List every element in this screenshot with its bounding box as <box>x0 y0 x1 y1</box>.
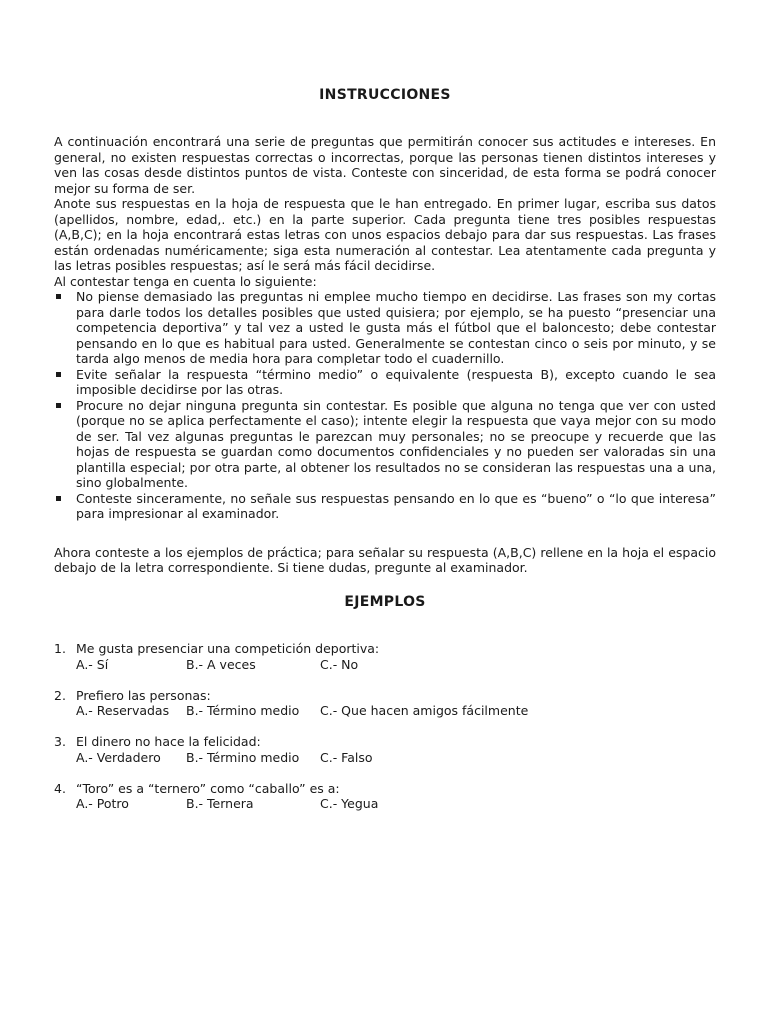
example-question: “Toro” es a “ternero” como “caballo” es a: <box>76 780 340 796</box>
instructions-paragraph-1: A continuación encontrará una serie de preguntas que permitirán conocer sus actitudes e intereses. En general, no existen respuestas correctas o incorrectas, porque las personas tienen distintos intereses y ven las cosas desde distintos puntos de vista. Conteste con sinceridad, de esta forma se podrá conocer mejor su forma de ser. <box>54 134 716 196</box>
example-item <box>54 688 716 720</box>
example-number: 1. <box>54 641 66 656</box>
bullet-item <box>54 491 716 522</box>
instructions-title: INSTRUCCIONES <box>319 87 451 103</box>
example-question: Me gusta presenciar una competición deportiva: <box>76 641 380 656</box>
option-b: B.- Término medio <box>186 749 300 765</box>
option-c: C.- Yegua <box>320 796 379 811</box>
bullet-square-icon <box>56 496 61 501</box>
example-question: Prefiero las personas: <box>76 687 211 703</box>
bullet-text: Conteste sinceramente, no señale sus respuestas pensando en lo que es “bueno” o “lo que interesa” para impresionar al examinador. <box>76 490 716 521</box>
option-a: A.- Potro <box>76 796 129 811</box>
example-question: El dinero no hace la felicidad: <box>76 734 261 749</box>
bullet-text: Evite señalar la respuesta “término medio” o equivalente (respuesta B), excepto cuando le sea imposible decidirse por las otras. <box>76 366 716 397</box>
option-c: C.- No <box>320 656 359 672</box>
instructions-paragraph-3: Al contestar tenga en cuenta lo siguiente: <box>54 273 317 289</box>
option-a: A.- Verdadero <box>76 749 161 765</box>
bullet-item <box>54 367 716 398</box>
bullet-text: Procure no dejar ninguna pregunta sin contestar. Es posible que alguna no tenga que ver con usted (porque no se aplica perfectamente el caso); intente elegir la respuesta que vaya mejor con su modo de ser. Tal vez algunas preguntas le parezcan muy personales; no se preocupe y recuerde que las hojas de respuesta se guardan como documentos confidenciales y no pueden ser valoradas sin una plantilla especial; por otra parte, al obtener los resultados no se consideran las respuestas una a una, sino globalmente. <box>76 397 716 490</box>
option-c: C.- Que hacen amigos fácilmente <box>320 703 529 718</box>
bullet-square-icon <box>56 294 61 299</box>
bullet-text: No piense demasiado las preguntas ni emplee mucho tiempo en decidirse. Las frases son my cortas para darle todos los detalles posibles que usted quisiera; por ejemplo, se ha puesto “presenciar una competencia deportiva” y tal vez a usted le gusta más el fútbol que el baloncesto; debe contestar pensando en lo que es habitual para usted. Generalmente se contestan cinco o seis por minuto, y se tarda algo menos de media hora para completar todo el cuadernillo. <box>76 289 716 366</box>
example-item <box>54 781 716 813</box>
example-number: 2. <box>54 687 66 703</box>
bullet-square-icon <box>56 403 61 408</box>
bullet-item <box>54 289 716 367</box>
instructions-paragraph-2: Anote sus respuestas en la hoja de respuesta que le han entregado. En primer lugar, escriba sus datos (apellidos, nombre, edad,. etc.) en la parte superior. Cada pregunta tiene tres posibles respuestas (A,B,C); en la hoja encontrará estas letras con unos espacios debajo para dar sus respuestas. Las frases están ordenadas numéricamente; siga esta numeración al contestar. Lea atentamente cada pregunta y las letras posibles respuestas; así le será más fácil decidirse. <box>54 196 716 273</box>
example-options <box>54 657 716 673</box>
example-options <box>54 703 716 719</box>
examples-list <box>54 641 716 827</box>
example-number: 4. <box>54 780 66 796</box>
option-b: B.- Término medio <box>186 703 300 718</box>
option-b: B.- A veces <box>186 656 256 672</box>
instructions-closing: Ahora conteste a los ejemplos de práctica; para señalar su respuesta (A,B,C) rellene en la hoja el espacio debajo de la letra correspondiente. Si tiene dudas, pregunte al examinador. <box>54 544 716 575</box>
example-item <box>54 734 716 766</box>
example-item <box>54 641 716 673</box>
option-a: A.- Reservadas <box>76 703 170 718</box>
instructions-body <box>54 134 716 522</box>
bullet-item <box>54 398 716 491</box>
bullet-square-icon <box>56 372 61 377</box>
examples-title: EJEMPLOS <box>344 594 426 610</box>
option-c: C.- Falso <box>320 749 373 765</box>
option-a: A.- Sí <box>76 656 109 672</box>
instructions-bullet-list <box>54 289 716 522</box>
example-options <box>54 796 716 812</box>
example-number: 3. <box>54 734 66 749</box>
example-options <box>54 750 716 766</box>
option-b: B.- Ternera <box>186 796 254 811</box>
